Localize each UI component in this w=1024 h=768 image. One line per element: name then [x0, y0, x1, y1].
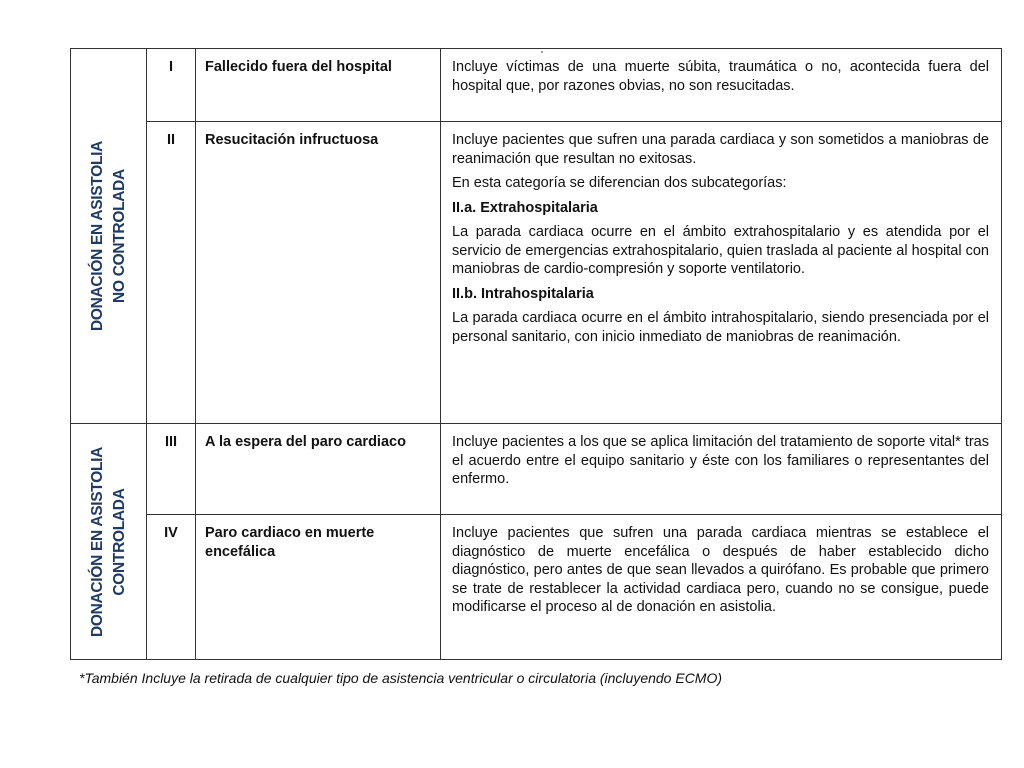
category-number: IV — [147, 515, 196, 660]
subcategory-title: II.b. Intrahospitalaria — [452, 285, 594, 302]
category-name: Fallecido fuera del hospital — [196, 49, 441, 122]
group-controlled-cell — [71, 424, 147, 660]
category-description: Incluye pacientes que sufren una parada cardiaca y son sometidos a maniobras de reanimación que resultan no exitosas. En esta categoría se diferencian dos subcategorías: II.a. Extrahospitalaria La parada cardiaca ocurre en el ámbito extrahospitalario y es atendida por el servicio de emergencias extrahospitalario, quien traslada al paciente al hospital con maniobras de cardio-compresión y soporte ventilatorio. II.b. Intrahospitalaria La parada cardiaca ocurre en el ámbito intrahospitalario, siendo presenciada por el personal sanitario, con inicio inmediato de maniobras de reanimación. — [441, 122, 1002, 424]
table-row-iii — [71, 424, 1002, 515]
category-name: A la espera del paro cardiaco — [196, 424, 441, 515]
category-number: I — [147, 49, 196, 122]
category-name: Paro cardiaco en muerte encefálica — [196, 515, 441, 660]
table-row-ii — [71, 122, 1002, 424]
page-scan-mark — [541, 40, 656, 44]
category-description: Incluye pacientes a los que se aplica limitación del tratamiento de soporte vital* tras el acuerdo entre el equipo sanitario y éste con los familiares o representantes del enfermo. — [441, 424, 1002, 515]
subcategory-title: II.a. Extrahospitalaria — [452, 199, 598, 216]
category-number: III — [147, 424, 196, 515]
footnote: *También Incluye la retirada de cualquier tipo de asistencia ventricular o circulatoria (incluyendo ECMO) — [79, 670, 723, 686]
classification-table — [70, 48, 1002, 660]
subcategory-text: La parada cardiaca ocurre en el ámbito extrahospitalario y es atendida por el servicio de emergencias extrahospitalario, quien traslada al paciente al hospital con maniobras de cardio-compresión y soporte ventilatorio. — [452, 224, 989, 277]
category-description: Incluye víctimas de una muerte súbita, traumática o no, acontecida fuera del hospital que, por razones obvias, no son resucitadas. — [441, 49, 1002, 122]
category-name: Resucitación infructuosa — [196, 122, 441, 424]
category-description: Incluye pacientes que sufren una parada cardiaca mientras se establece el diagnóstico de muerte encefálica o después de haber establecido dicho diagnóstico, pero antes de que sean llevados a quirófano. Es probable que primero se trate de restablecer la actividad cardiaca pero, cuando no se consigue, puede modificarse el proceso al de donación en asistolia. — [441, 515, 1002, 660]
group-uncontrolled-cell — [71, 49, 147, 424]
group-uncontrolled-label: DONACIÓN EN ASISTOLIA NO CONTROLADA — [88, 140, 128, 332]
table-row-iv — [71, 515, 1002, 660]
subcategory-text: La parada cardiaca ocurre en el ámbito intrahospitalario, siendo presenciada por el personal sanitario, con inicio inmediato de maniobras de reanimación. — [452, 310, 989, 345]
table-row-i — [71, 49, 1002, 122]
group-controlled-label: DONACIÓN EN ASISTOLIA CONTROLADA — [88, 446, 128, 637]
category-number: II — [147, 122, 196, 424]
